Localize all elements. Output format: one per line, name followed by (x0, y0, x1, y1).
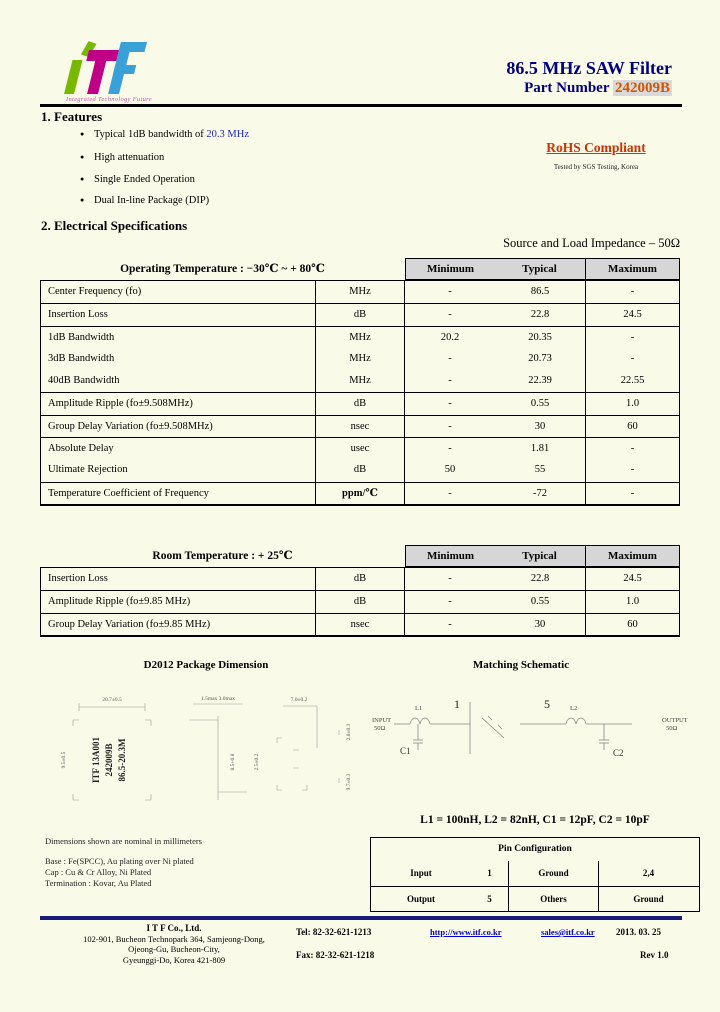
output-impedance: 50Ω (666, 725, 678, 732)
table-row (41, 437, 679, 459)
itf-logo (60, 38, 150, 96)
marking-line-3: 86.5-20.3M (117, 738, 127, 782)
c2-label: C2 (613, 748, 624, 758)
unit: usec (315, 438, 405, 460)
unit: dB (315, 459, 405, 481)
param: Group Delay Variation (fo±9.85 MHz) (48, 618, 211, 630)
min: - (448, 375, 452, 387)
unit: dB (315, 568, 405, 590)
dim-right-b-label: 9.7±0.3 (346, 773, 352, 791)
spec-table-room (40, 545, 680, 637)
min: 50 (444, 464, 456, 476)
footer-email-link[interactable]: sales@itf.co.kr (541, 927, 595, 937)
pin-config-table (370, 837, 700, 912)
table-row (41, 392, 679, 414)
spec-table-operating (40, 258, 680, 506)
max: 24.5 (585, 304, 679, 326)
features-heading: 1. Features (41, 109, 103, 124)
marking-line-1: ITF 13A001 (91, 737, 101, 783)
package-marking (91, 737, 127, 783)
unit: nsec (315, 416, 405, 438)
schematic-labels (372, 705, 688, 732)
rohs-compliant-link[interactable]: RoHS Compliant (546, 140, 646, 155)
page-title: 86.5 MHz SAW Filter (506, 58, 672, 78)
footer-tel: Tel: 82-32-621-1213 (296, 927, 372, 937)
typ: 0.55 (530, 398, 550, 410)
table-row (41, 281, 679, 303)
package-dimension-figure (55, 690, 415, 815)
input-label: INPUT (372, 717, 392, 724)
max: 60 (585, 416, 679, 438)
package-notes (45, 836, 345, 889)
rohs-block (496, 140, 696, 171)
unit: MHz (315, 327, 405, 349)
rohs-subtitle: Tested by SGS Testing, Korea (553, 163, 639, 171)
max: 1.0 (585, 393, 679, 415)
max: - (585, 459, 679, 481)
dim-mid-top-label: 1.5max 3.0max (200, 696, 236, 702)
param: 3dB Bandwidth (48, 352, 115, 364)
param: Absolute Delay (48, 443, 114, 455)
typ: 22.39 (528, 375, 552, 387)
col-minimum: Minimum (426, 550, 475, 562)
unit: ppm/℃ (315, 483, 405, 505)
pin-config-title: Pin Configuration (498, 844, 572, 854)
matching-schematic-heading: Matching Schematic (472, 659, 570, 671)
table-row (41, 348, 679, 370)
l1-label: L1 (415, 705, 423, 712)
max: - (585, 438, 679, 460)
max: - (585, 281, 679, 303)
spec-table-header (40, 258, 680, 280)
unit: nsec (315, 614, 405, 636)
part-number-line (380, 80, 672, 97)
typ: 30 (534, 618, 546, 630)
param: Insertion Loss (48, 573, 108, 584)
feature-bandwidth-value: 20.3 MHz (206, 129, 250, 140)
pin-label: Ground (508, 861, 598, 886)
schematic-pin-numbers (454, 697, 550, 711)
max: 1.0 (585, 591, 679, 613)
bullet-icon: ● (80, 153, 85, 161)
feature-item (80, 174, 400, 185)
pin-number: 2,4 (598, 861, 698, 886)
min: - (448, 443, 452, 455)
bullet-icon: ● (80, 175, 85, 183)
table-row (41, 415, 679, 437)
unit: MHz (315, 370, 405, 392)
col-typical: Typical (522, 550, 557, 562)
schematic-component-labels (400, 746, 624, 758)
table-row (41, 370, 679, 392)
feature-item (80, 152, 400, 163)
param: Center Frequency (fo) (48, 286, 142, 297)
c1-label: C1 (400, 746, 411, 756)
min: - (448, 487, 452, 499)
feature-text: Dual In-line Package (DIP) (94, 195, 210, 206)
spec-table-header (40, 545, 680, 567)
param: Temperature Coefficient of Frequency (48, 487, 209, 499)
min: - (448, 309, 452, 321)
typ: 55 (534, 464, 546, 476)
dim-mid-b-label: 2.5±0.2 (254, 753, 260, 771)
input-impedance: 50Ω (374, 725, 386, 732)
company-address: Gyeunggi-Do, Korea 421-809 (122, 954, 226, 965)
impedance-note: Source and Load Impedance – 50Ω (503, 236, 680, 250)
typ: 20.35 (528, 331, 552, 343)
pin-label: Others (508, 887, 598, 912)
unit: dB (315, 591, 405, 613)
part-number-value: 242009B (614, 80, 670, 96)
feature-text: High attenuation (94, 152, 165, 163)
min: 20.2 (440, 331, 460, 343)
footer-fax: Fax: 82-32-621-1218 (296, 950, 375, 960)
matching-values: L1 = 100nH, L2 = 82nH, C1 = 12pF, C2 = 10pF (420, 814, 650, 826)
param: Amplitude Ripple (fo±9.85 MHz) (48, 596, 191, 608)
max: 22.55 (585, 370, 679, 392)
footer-website-link[interactable]: http://www.itf.co.kr (430, 927, 502, 937)
min: - (448, 618, 452, 630)
table-row (371, 861, 699, 886)
bullet-icon: ● (80, 130, 85, 138)
min: - (448, 596, 452, 608)
min: - (448, 352, 452, 364)
pin-number: 5 (487, 894, 492, 904)
pin-label: Output (406, 894, 435, 904)
table-row (41, 568, 679, 590)
feature-item (80, 195, 400, 206)
col-typical: Typical (522, 263, 557, 275)
max: 24.5 (585, 568, 679, 590)
note-cap: Cap : Cu & Cr Alloy, Ni Plated (45, 867, 152, 877)
dim-mid-a-label: 8.5+0.8 (230, 753, 236, 771)
max: - (585, 327, 679, 349)
max: - (585, 348, 679, 370)
part-number-label: Part Number (524, 80, 613, 96)
feature-text: Typical 1dB bandwidth of (94, 129, 207, 140)
footer-company-block (48, 923, 300, 965)
dim-right-a-label: 2.8±0.3 (346, 723, 352, 741)
typ: 22.8 (530, 573, 550, 584)
dim-right-top-label: 7.0±0.2 (290, 697, 308, 703)
logo-tagline: Integrated Technology Future (66, 96, 152, 103)
dim-left-label: 9.5±0.5 (61, 751, 67, 769)
matching-schematic-figure (370, 692, 700, 782)
table-row (41, 303, 679, 325)
company-address: 102-901, Bucheon Technopark 364, Samjeong-Dong, (83, 933, 265, 944)
typ: 30 (534, 420, 546, 432)
table-row (41, 459, 679, 481)
header-min-typ (405, 258, 585, 280)
package-dimension-heading: D2012 Package Dimension (143, 659, 269, 671)
header-min-typ (405, 545, 585, 567)
typ: 0.55 (530, 596, 550, 608)
footer-date: 2013. 03. 25 (616, 927, 661, 937)
feature-text: Single Ended Operation (94, 174, 195, 185)
unit: dB (315, 304, 405, 326)
company-address: Ojeong-Gu, Bucheon-City, (128, 944, 220, 954)
typ: 20.73 (528, 352, 552, 364)
footer-divider (40, 916, 682, 920)
min: - (448, 398, 452, 410)
param: Ultimate Rejection (48, 464, 128, 476)
col-maximum: Maximum (585, 545, 680, 567)
param: Amplitude Ripple (fo±9.508MHz) (48, 398, 193, 410)
schematic-wires (394, 702, 632, 754)
table-row (41, 613, 679, 635)
unit: MHz (315, 281, 405, 303)
unit: MHz (315, 348, 405, 370)
pin-1-number: 1 (454, 697, 460, 711)
table-row (41, 326, 679, 348)
pin-label: Input (410, 868, 432, 878)
l2-label: L2 (570, 705, 578, 712)
table-title: Room Temperature : + 25℃ (152, 550, 293, 562)
min: - (448, 286, 452, 297)
footer-revision: Rev 1.0 (640, 950, 669, 960)
table-row (41, 482, 679, 504)
param: 1dB Bandwidth (48, 331, 115, 343)
col-minimum: Minimum (426, 263, 475, 275)
output-label: OUTPUT (662, 717, 688, 724)
spec-table-body (40, 567, 680, 637)
typ: 1.81 (530, 443, 550, 455)
param: 40dB Bandwidth (48, 375, 120, 387)
note-dimensions: Dimensions shown are nominal in millimeters (45, 836, 202, 846)
min: - (448, 420, 452, 432)
table-row (41, 590, 679, 612)
min: - (448, 573, 452, 584)
marking-line-2: 242009B (104, 743, 114, 777)
pin-number: Ground (598, 887, 698, 912)
header-divider (40, 104, 682, 107)
dim-top-label: 20.7±0.5 (102, 697, 122, 703)
spec-table-body (40, 280, 680, 506)
table-row (371, 886, 699, 911)
table-title: Operating Temperature : −30℃ ~ + 80℃ (120, 263, 325, 275)
pin-5-number: 5 (544, 697, 550, 711)
note-termination: Termination : Kovar, Au Plated (45, 878, 152, 888)
company-name: I T F Co., Ltd. (146, 923, 202, 933)
typ: -72 (533, 487, 547, 499)
max: - (585, 483, 679, 505)
bullet-icon: ● (80, 196, 85, 204)
typ: 22.8 (530, 309, 550, 321)
unit: dB (315, 393, 405, 415)
feature-item (80, 129, 400, 140)
note-base: Base : Fe(SPCC), Au plating over Ni plated (45, 856, 194, 866)
typ: 86.5 (530, 286, 550, 297)
max: 60 (585, 614, 679, 636)
param: Insertion Loss (48, 309, 108, 321)
specs-heading: 2. Electrical Specifications (41, 218, 188, 233)
pin-number: 1 (487, 868, 492, 878)
logo-letters (64, 41, 147, 94)
param: Group Delay Variation (fo±9.508MHz) (48, 420, 213, 432)
col-maximum: Maximum (585, 258, 680, 280)
